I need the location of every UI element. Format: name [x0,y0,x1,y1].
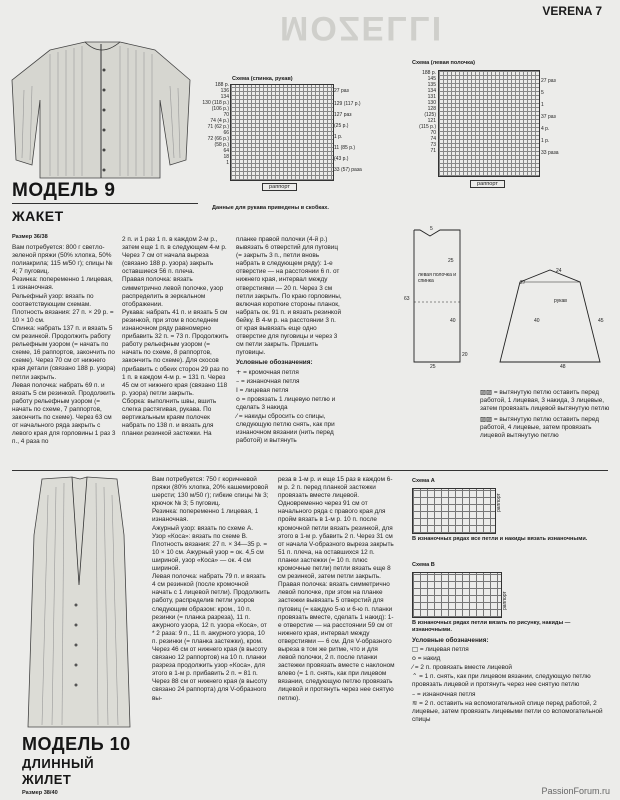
purl-icon: – [412,689,416,698]
legend-item [412,654,608,663]
label: 11 (85 р.) [334,145,356,151]
legend-text: = 1 п. снять, как при лицевом вязании, следующую петлю провязать лицевой и протянуть через нее снятую петлю [412,673,591,689]
dimension: 63 [404,296,410,302]
paragraph: Вам потребуется: 800 г светло-зеленой пряжи (50% хлопка, 50% полиакрила; 115 м/50 г); спицы № 4; 7 пуговиц. [12,244,113,276]
legend-item [412,645,608,654]
legend-text: = провязать 1 лицевую петлю и сделать 3 накида [236,395,336,411]
yarn-over-icon: o [412,654,416,663]
label: 121 [427,118,436,124]
legend-item [236,386,344,395]
model10-subtitle-1: ДЛИННЫЙ [22,756,95,771]
paragraph: Правая полочка: вязать симметрично левой полочке, узор распределить в зеркальном отображении. [122,276,224,308]
model10-legend [412,637,608,724]
label: 27 раз [334,88,349,94]
label: 135 [427,82,436,88]
schema1-right-labels [334,88,362,173]
label: 72 (66 р.) [207,136,229,142]
paragraph: Вам потребуется: 750 г коричневой пряжи (80% хлопка, 20% кашемировой шерсти; 130 м/50 г); гибкие спицы № 3; крючок № 3; 5 пуговиц. [152,476,269,508]
schemeA-title: Схема А [412,478,435,484]
model10-size: Размер 38/40 [22,790,58,796]
legend-item [480,388,610,413]
schema1-title: Схема (спинка, рукав) [232,76,293,82]
dimension: 48 [560,364,566,370]
schemeB-caption: В изнаночных рядах петли вязать по рисунку, накиды — изнаночными. [412,620,571,633]
model10-title-text: МОДЕЛЬ 10 [22,734,131,754]
paragraph: реза в 1-м р. и еще 15 раз в каждом 6-м р. 2 п. перед планкой застежки провязать вместе лицевой. Одновременно через 91 см от начального ряда с правого края для пройм вязать в 1-м р. 10 п. после кромочной петли вязать резинкой, для этого в 1-м р. убавить 2 п. Через 31 см от начала V-образного выреза закрыть 51 п. плеча, на оставшихся 12 п. планки застежки (= 10 п. плюс кромочные петли) петли вязать еще 8 см резинкой, затем петли закрыть. [278,476,394,581]
model9-column-3 [236,236,344,445]
vest-drawing [12,475,147,730]
label: 145 [427,76,436,82]
paragraph: Левая полочка: набрать 69 п. и вязать 5 см резинкой. Продолжить работу рельефным узором (= начать по схеме, 7 раппортов, закончить по схеме). Через 63 см от начального ряда закрыть с левого края для горловины 1 раз 3 п., 4 раза по [12,381,116,446]
legend-item [412,663,608,672]
label: 134 [427,88,436,94]
paragraph: Спинка: набрать 137 п. и вязать 5 см резинкой. Продолжить работу рельефным узором (= начать по схеме, 16 раппортов, закончить по схеме). Через 70 см от нижнего края детали (связано 188 р. узора) петли закрыть. [12,324,116,381]
label: 66 [223,130,229,136]
label: 27 раз [541,78,556,84]
dimension: 25 [448,258,454,264]
paragraph: Рукава: набрать 41 п. и вязать 5 см резинкой, при этом в последнем изнаночном ряду равномерно прибавить 32 п. = 73 п. Продолжить работу рельефным узором (= начать по схеме, 8 раппортов, закончить по схеме). Для скосов прибавить с обеих сторон 29 раз по 1 п. в каждом 4-м р. = 131 п. Через 45 см от нижнего края (связано 118 р. узора) петли закрыть. [122,308,229,397]
model10-column-1 [152,476,270,703]
paragraph: планке правой полочки (4-й р.) вывязать 6 отверстий для пуговиц (= закрыть 3 п., петли вновь набрать в следующем ряду): 1-е отверстие — на расстоянии 6 п. от нижнего края, интервал между отверстиями — 20 п. Через 3 см петли закрыть. По краю горловины, включая короткие стороны планок, набрать ок. 91 п. и вязать резинкой бейку. В 4-м р. на расстоянии 3 п. от края вывязать еще одно отверстие для пуговицы и через 3 см петли закрыть. Пришить пуговицы. [236,236,342,357]
model10-subtitle-2: ЖИЛЕТ [22,772,72,787]
model10-column-2 [278,476,396,703]
label: 130 (118 р.) [202,100,229,106]
label: 73 [430,142,436,148]
dimension: 20 [462,352,468,358]
label: 18 [223,154,229,160]
schemeA-chart [412,488,496,534]
legend-item [236,395,344,412]
jacket-illustration [10,40,195,180]
knit-symbol-icon: □ [412,645,419,654]
label: 70 [430,130,436,136]
legend-text: = вытянутую петлю оставить перед работой, 1 лицевая, 3 накида, 3 лицевые, затем провязать лицевой вытянутую петлю [480,389,610,413]
legend-item [236,368,344,377]
label: 129 (117 р.) [334,101,361,107]
dimension: 5 [430,226,433,232]
label: 74 (4 р.) [210,118,229,124]
paragraph: Сборка: выполнить швы, вшить слегка растягивая, рукава. По вертикальным краям полочек набрать по 138 п. и вязать для планки резинкой застежки. На [122,397,217,438]
model9-legend-cables [480,388,610,441]
label: 33 (57) раза [334,167,362,173]
dimension: 25 [430,364,436,370]
legend-text: = лицевая петля [239,386,289,394]
legend-text: = вытянутую петлю оставить перед работой, 4 лицевые, затем провязать лицевой вытянутую петлю [480,416,599,440]
footer-watermark: PassionForum.ru [541,786,610,796]
pattern-schematic-drawing [400,222,610,372]
knit-symbol-icon: + [236,367,242,376]
label: 1 [226,160,229,166]
label: 37 раз [541,114,556,120]
label: (115 р.) [419,124,436,130]
label: 5 [541,90,544,96]
label: 33 раза [541,150,559,156]
cable-symbol-icon: ▨▨ [480,415,493,424]
label: 71 (62 р.) [207,124,229,130]
legend-text: = лицевая петля [419,646,469,654]
model10-title [22,734,131,755]
legend-item [412,690,608,699]
legend-text: = изнаночная петля [240,377,300,385]
dimension: 24 [556,268,562,274]
label: (106 р.) [211,106,229,112]
pattern-schematic [400,222,610,372]
paragraph: Ажурный узор: вязать по схеме А. [152,524,254,532]
model9-column-2 [122,236,230,438]
schema2-rapport: раппорт [470,180,505,188]
model9-subtitle: ЖАКЕТ [12,208,64,224]
label: 131 [427,94,436,100]
front-piece-label: левая полочка и спинка [418,272,457,284]
paragraph: Резинка: попеременно 1 лицевая, 1 изнаночная. [12,276,113,292]
model9-column-1 [12,244,116,446]
divider [12,203,198,204]
vest-illustration [12,475,147,730]
knit-symbol-icon: I [236,385,238,394]
schema1-rapport: раппорт [262,183,297,191]
schemeB-title: Схема В [412,562,435,568]
paragraph: Левая полочка: набрать 79 п. и вязать 4 см резинкой (после кромочной начать с 1 лицевой петли). Продолжить работу, распределив петли узоров следующим образом: кром., 10 п. резинки (= планка разреза), 11 п. ажурного узора, 12 п. узора «Коса», от * 2 раза: 9 п., 11 п. ажурного узора, 10 п. резинки (= планка застежки), кром. Через 46 см от нижнего края (в высоту связано 12 раппортов) на 10 п. планки разреза продолжить узор «Коса», для этого в 1-м р. прибавить 2 п. = 81 п. Через 88 см от нижнего края (в высоту связано 24 раппорта) для V-образного вы- [152,573,270,702]
paragraph: Плотность вязания: 27 п. × 34—35 р. = 10 × 10 см. Ажурный узор = ок. 4,5 см шириной, узор «Коса» — ок. 4 см шириной. [152,540,268,573]
label: 188 р. [215,82,229,88]
paragraph: Резинка: попеременно 1 лицевая, 1 изнаночная. [152,508,259,524]
brand-name: VERENA [542,4,592,18]
dimension: 40 [534,318,540,324]
label: 74 [430,136,436,142]
dimension: 40 [450,318,456,324]
knit-symbol-icon: ⁄ [236,411,238,420]
knit-symbol-icon: o [236,394,240,403]
legend-text: = кромочная петля [243,368,299,376]
schemeB-chart [412,572,502,618]
schema2-left-labels [404,70,436,154]
dimension: 45 [598,318,604,324]
legend-text: = накид [417,655,441,663]
legend-text: = 2 п. провязать вместе лицевой [414,664,512,672]
label: 134 [220,94,229,100]
label: 128 [427,106,436,112]
model9-title: МОДЕЛЬ 9 [12,180,116,201]
label: 127 раз [334,112,352,118]
label: 4 р. [541,126,550,132]
paragraph: Правая полочка: вязать симметрично левой полочке, при этом на планке застежки вывязать 5 отверстий для пуговиц (= каждую 5-ю и 6-ю п. планки провязать вместе, сделать 1 накид): 1-е отверстие — на расстоянии 59 см от нижнего края, интервал между отверстиями — 6 см. Для V-образного выреза в том же ритме, что и для левой полочки, 2 п. после планки застежки провязать вместе с наклоном влево (= 1 п. снять, как при лицевом вязании, следующую петлю провязать лицевой и протянуть через нее снятую петлю). [278,581,395,702]
schemeA-rapport: раппорт [496,493,502,512]
legend-text: = изнаночная петля [416,690,476,698]
label: 130 [427,100,436,106]
label: (125) [424,112,436,118]
paragraph: Рельефный узор: вязать по соответствующим схемам. [12,292,94,308]
schema2-right-labels [541,78,559,156]
faded-heading-watermark: MOZELLI [280,9,444,47]
schema2-title: Схема (левая полочка) [412,60,475,66]
section-divider [12,470,608,471]
legend-title: Условные обозначения: [412,637,489,644]
label: 1 р. [541,138,550,144]
sleeve-piece-label: рукав [554,298,567,304]
page-header [542,4,602,18]
legend-text: = накиды сбросить со спицы, следующую петлю снять, как при изнаночном вязании (нить перед работой) и вытянуть [236,412,335,445]
paragraph: Плотность вязания: 27 п. × 29 р. = 10 × 10 см. [12,308,114,324]
paragraph: 2 п. и 1 раз 1 п. в каждом 2-м р., затем еще 1 п. в следующем 4-м р. Через 7 см от начала выреза (связано 188 р. узора) закрыть оставшиеся 56 п. плеча. [122,236,227,276]
label: (43 р.) [334,156,349,162]
knit-together-icon: ⁄ [412,663,414,672]
dimension: 27 [520,280,526,286]
paragraph: Узор «Коса»: вязать по схеме В. [152,532,248,540]
jacket-drawing [10,40,195,180]
label: 1 [541,102,544,108]
legend-item [236,412,344,445]
legend-item [412,672,608,689]
schema1-caption: Данные для рукава приведены в скобках. [212,205,329,211]
label: 1 р. [334,134,343,140]
label: 188 р. [422,70,436,76]
page-number: 7 [595,4,602,18]
label: 64 [223,148,229,154]
model9-size: Размер 36/38 [12,234,48,240]
label: (58 р.) [214,142,229,148]
cable-symbol-icon: ≋ [412,698,418,707]
legend-item [480,415,610,440]
knit-symbol-icon: – [236,376,240,385]
legend-text: = 2 п. оставить на вспомогательной спице перед работой, 2 лицевые, затем провязать лицевыми петли со вспомогательной спицы [412,699,603,723]
legend-item [236,377,344,386]
label: 70 [223,112,229,118]
legend-item [412,699,608,724]
label: (25 р.) [334,123,349,129]
schema2-chart [438,70,540,177]
slip-stitch-icon: ⌃ [412,672,418,681]
cable-symbol-icon: ▨▨ [480,388,493,396]
schema1-chart [230,84,334,181]
schemeA-caption: В изнаночных рядах все петли и накиды вязать изнаночными. [412,536,588,542]
label: 71 [430,148,436,154]
legend-title: Условные обозначения: [236,359,313,367]
label: 136 [220,88,229,94]
schema1-left-labels [196,82,229,166]
schemeB-rapport: раппорт [502,591,508,610]
